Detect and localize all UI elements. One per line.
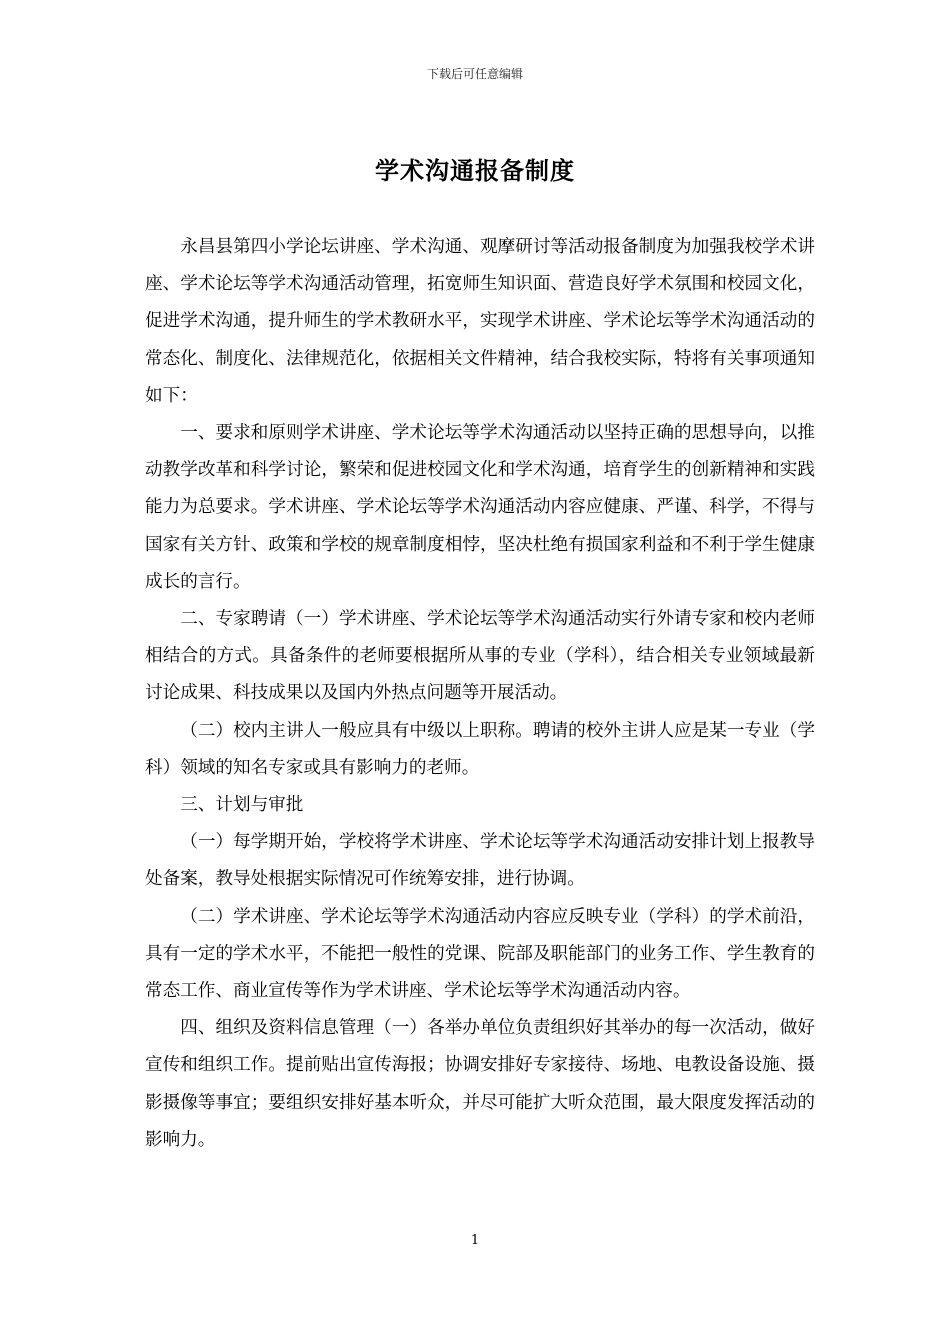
paragraph-section-1: 一、要求和原则学术讲座、学术论坛等学术沟通活动以坚持正确的思想导向，以推动教学改革和科学讨论，繁荣和促进校园文化和学术沟通，培育学生的创新精神和实践能力为总要求。学术讲座、学术论坛等学术沟通活动内容应健康、严谨、科学，不得与国家有关方针、政策和学校的规章制度相悖，坚决杜绝有损国家利益和不利于学生健康成长的言行。 bbox=[145, 423, 815, 592]
document-title: 学术沟通报备制度 bbox=[375, 157, 575, 185]
document-body bbox=[145, 229, 815, 1159]
paragraph-section-4: 四、组织及资料信息管理（一）各举办单位负责组织好其举办的每一次活动，做好宣传和组织工作。提前贴出宣传海报；协调安排好专家接待、场地、电教设备设施、摄影摄像等事宜；要组织安排好基本听众，并尽可能扩大听众范围，最大限度发挥活动的影响力。 bbox=[145, 1018, 815, 1150]
paragraph-section-2: 二、专家聘请（一）学术讲座、学术论坛等学术沟通活动实行外请专家和校内老师相结合的方式。具备条件的老师要根据所从事的专业（学科），结合相关专业领域最新讨论成果、科技成果以及国内外热点问题等开展活动。 bbox=[145, 609, 815, 704]
paragraph-section-3-item-1: （一）每学期开始，学校将学术讲座、学术论坛等学术沟通活动安排计划上报教导处备案，教导处根据实际情况可作统筹安排，进行协调。 bbox=[145, 832, 815, 890]
page-header-note: 下载后可任意编辑 bbox=[426, 67, 523, 81]
paragraph-intro: 永昌县第四小学论坛讲座、学术沟通、观摩研讨等活动报备制度为加强我校学术讲座、学术论坛等学术沟通活动管理，拓宽师生知识面、营造良好学术氛围和校园文化，促进学术沟通，提升师生的学术教研水平，实现学术讲座、学术论坛等学术沟通活动的常态化、制度化、法律规范化，依据相关文件精神，结合我校实际，特将有关事项通知如下： bbox=[145, 237, 815, 406]
paragraph-section-3-heading: 三、计划与审批 bbox=[180, 795, 304, 816]
paragraph-section-2-item-2: （二）校内主讲人一般应具有中级以上职称。聘请的校外主讲人应是某一专业（学科）领域的知名专家或具有影响力的老师。 bbox=[145, 720, 815, 778]
paragraph-section-3-item-2: （二）学术讲座、学术论坛等学术沟通活动内容应反映专业（学科）的学术前沿，具有一定的学术水平，不能把一般性的党课、院部及职能部门的业务工作、学生教育的常态工作、商业宣传等作为学术讲座、学术论坛等学术沟通活动内容。 bbox=[145, 906, 815, 1002]
page-number: 1 bbox=[470, 1233, 480, 1248]
